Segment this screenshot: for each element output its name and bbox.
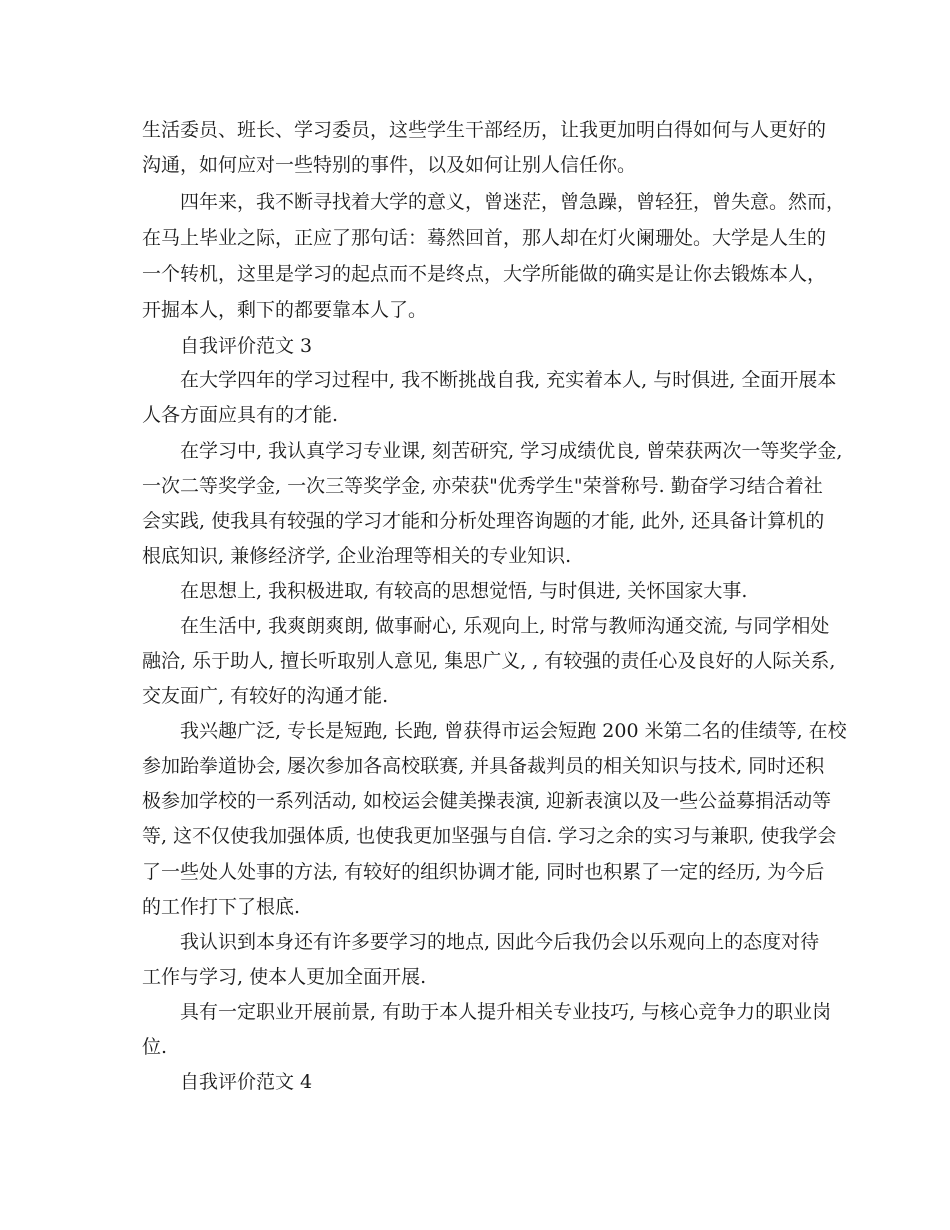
text-line: 根底知识, 兼修经济学, 企业治理等相关的专业知识. <box>142 545 572 567</box>
text-line: 四年来，我不断寻找着大学的意义，曾迷茫，曾急躁，曾轻狂，曾失意。然而， <box>180 191 846 213</box>
text-line: 融洽, 乐于助人, 擅长听取别人意见, 集思广义, , 有较强的责任心及良好的人际关系, <box>142 650 836 672</box>
text-line: 我认识到本身还有许多要学习的地点, 因此今后我仍会以乐观向上的态度对待 <box>180 931 820 953</box>
text-line: 了一些处人处事的方法, 有较好的组织协调才能, 同时也积累了一定的经历, 为今后 <box>142 861 825 883</box>
text-line: 一次二等奖学金, 一次三等奖学金, 亦荣获"优秀学生"荣誉称号. 勤奋学习结合着社 <box>142 475 823 497</box>
text-line: 在生活中, 我爽朗爽朗, 做事耐心, 乐观向上, 时常与教师沟通交流, 与同学相处 <box>180 615 830 637</box>
text-line: 交友面广, 有较好的沟通才能. <box>142 685 389 707</box>
text-line: 我兴趣广泛, 专长是短跑, 长跑, 曾获得市运会短跑 200 米第二名的佳绩等, 在校 <box>180 720 847 742</box>
text-line: 会实践, 使我具有较强的学习才能和分析处理咨询题的才能, 此外, 还具备计算机的 <box>142 510 825 532</box>
text-line: 等, 这不仅使我加强体质, 也使我更加坚强与自信. 学习之余的实习与兼职, 使我学会 <box>142 825 837 847</box>
section-heading: 自我评价范文 4 <box>180 1071 313 1093</box>
text-line: 参加跆拳道协会, 屡次参加各高校联赛, 并具备裁判员的相关知识与技术, 同时还积 <box>142 755 825 777</box>
text-line: 在马上毕业之际，正应了那句话：蓦然回首，那人却在灯火阑珊处。大学是人生的 <box>142 227 827 249</box>
text-line: 在学习中, 我认真学习专业课, 刻苦研究, 学习成绩优良, 曾荣获两次一等奖学金, <box>180 440 843 462</box>
text-line: 开掘本人，剩下的都要靠本人了。 <box>142 299 428 321</box>
text-line: 沟通，如何应对一些特别的事件，以及如何让别人信任你。 <box>142 154 637 176</box>
text-line: 一个转机，这里是学习的起点而不是终点，大学所能做的确实是让你去锻炼本人， <box>142 263 827 285</box>
text-line: 人各方面应具有的才能. <box>142 404 339 426</box>
text-line: 位. <box>142 1036 168 1058</box>
text-line: 具有一定职业开展前景, 有助于本人提升相关专业技巧, 与核心竞争力的职业岗 <box>180 1001 832 1023</box>
text-line: 生活委员、班长、学习委员，这些学生干部经历，让我更加明白得如何与人更好的 <box>142 119 827 141</box>
text-line: 在思想上, 我积极进取, 有较高的思想觉悟, 与时俱进, 关怀国家大事. <box>180 580 748 602</box>
text-line: 极参加学校的一系列活动, 如校运会健美操表演, 迎新表演以及一些公益募捐活动等 <box>142 790 832 812</box>
text-line: 在大学四年的学习过程中, 我不断挑战自我, 充实着本人, 与时俱进, 全面开展本 <box>180 369 837 391</box>
section-heading: 自我评价范文 3 <box>180 335 313 357</box>
text-line: 工作与学习, 使本人更加全面开展. <box>142 966 427 988</box>
text-line: 的工作打下了根底. <box>142 896 301 918</box>
